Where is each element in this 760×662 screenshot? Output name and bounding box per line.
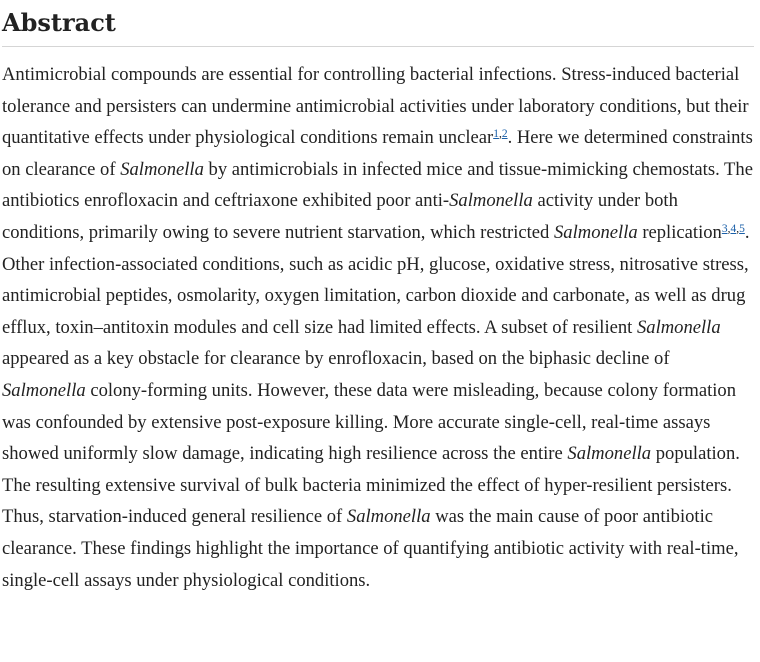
text-segment: appeared as a key obstacle for clearance by enrofloxacin, based on the biphasic decline of xyxy=(2,348,670,370)
text-segment: . Here we determined constraints on clearance of xyxy=(2,127,753,180)
text-segment: colony-forming units. However, these data were misleading, because colony formation was confounded by extensive post-exposure killing. More accurate single-cell, real-time assays showed uniformly slow damage, indicating high resilience across the entire xyxy=(2,379,737,465)
species-name: Salmonella xyxy=(554,221,638,243)
species-name: Salmonella xyxy=(567,443,652,465)
reference-link-1[interactable]: 1 xyxy=(493,128,499,141)
text-segment: . Other infection-associated conditions, such as acidic pH, glucose, oxidative stress, nitrosative stress, antimicrobial peptides, osmolarity, oxygen limitation, carbon dioxide and carbonate, as well as drug efflux, toxin–antitoxin modules and cell size had limited effects. A subset of resilient xyxy=(2,221,750,338)
text-segment: by antimicrobials in infected mice and tissue-mimicking chemostats. The antibiotics enrofloxacin and ceftriaxone exhibited poor anti- xyxy=(2,158,753,212)
text-segment: population. The resulting extensive survival of bulk bacteria minimized the effect of hyper-resilient persisters. Thus, starvation-induced general resilience of xyxy=(2,443,740,528)
species-name: Salmonella xyxy=(449,190,533,212)
reference-link-5[interactable]: 5 xyxy=(739,222,745,235)
text-segment: Antimicrobial compounds are essential for controlling bacterial infections. Stress-induced bacterial tolerance and persisters can undermine antimicrobial activities under laboratory conditions, but their quantitative effects under physiological conditions remain unclear xyxy=(2,64,749,149)
abstract-paragraph xyxy=(2,59,754,596)
citation-group xyxy=(493,128,507,140)
citation-separator: , xyxy=(736,222,740,235)
species-name: Salmonella xyxy=(2,379,86,401)
species-name: Salmonella xyxy=(636,316,721,338)
reference-link-4[interactable]: 4 xyxy=(730,222,737,235)
citation-separator: , xyxy=(727,222,731,235)
citation-separator: , xyxy=(498,128,502,141)
citation-group xyxy=(722,223,745,235)
text-segment: was the main cause of poor antibiotic clearance. These findings highlight the importance of quantifying antibiotic activity with real-time, single-cell assays under physiological conditions. xyxy=(2,506,739,591)
reference-link-2[interactable]: 2 xyxy=(501,128,508,141)
species-name: Salmonella xyxy=(120,158,204,180)
text-segment: activity under both conditions, primarily owing to severe nutrient starvation, which restricted xyxy=(2,190,678,243)
reference-link-3[interactable]: 3 xyxy=(721,222,728,235)
text-segment: replication xyxy=(637,221,722,243)
species-name: Salmonella xyxy=(346,506,431,528)
abstract-section xyxy=(0,8,760,596)
abstract-heading: Abstract xyxy=(2,8,754,47)
